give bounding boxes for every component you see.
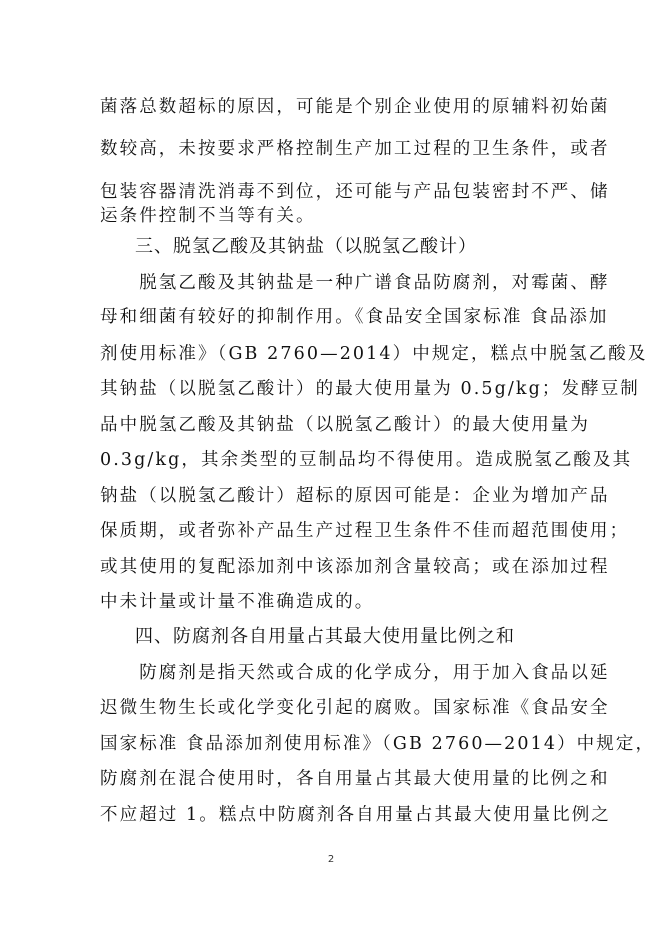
body-text-line: 不应超过 1。糕点中防腐剂各自用量占其最大使用量比例之 [100, 805, 611, 825]
body-text-line: 数较高，未按要求严格控制生产加工过程的卫生条件，或者 [100, 139, 610, 159]
body-text-line: 或其使用的复配添加剂中该添加剂含量较高；或在添加过程 [100, 557, 610, 577]
body-text-line: 母和细菌有较好的抑制作用。《食品安全国家标准 食品添加 [100, 307, 609, 327]
section-heading: 四、防腐剂各自用量占其最大使用量比例之和 [135, 626, 515, 647]
body-text-line: 中未计量或计量不准确造成的。 [100, 592, 375, 612]
body-text-line: 品中脱氢乙酸及其钠盐（以脱氢乙酸计）的最大使用量为 [100, 415, 590, 435]
page-number: 2 [327, 854, 335, 865]
section-heading: 三、脱氢乙酸及其钠盐（以脱氢乙酸计） [135, 236, 477, 257]
body-text-line: 钠盐（以脱氢乙酸计）超标的原因可能是：企业为增加产品 [100, 486, 610, 506]
body-text-line: 脱氢乙酸及其钠盐是一种广谱食品防腐剂，对霉菌、酵 [100, 273, 610, 293]
body-text-line: 保质期，或者弥补产品生产过程卫生条件不佳而超范围使用； [100, 521, 630, 541]
body-text-line: 防腐剂在混合使用时，各自用量占其最大使用量的比例之和 [100, 769, 610, 789]
body-text-line: 剂使用标准》（GB 2760—2014）中规定，糕点中脱氢乙酸及 [100, 344, 648, 364]
body-text-line: 菌落总数超标的原因，可能是个别企业使用的原辅料初始菌 [100, 97, 610, 117]
body-text-line: 防腐剂是指天然或合成的化学成分，用于加入食品以延 [100, 663, 610, 683]
body-text-line: 0.3g/kg，其余类型的豆制品均不得使用。造成脱氢乙酸及其 [100, 450, 633, 470]
body-text-line: 迟微生物生长或化学变化引起的腐败。国家标准《食品安全 [100, 698, 610, 718]
body-text-line: 其钠盐（以脱氢乙酸计）的最大使用量为 0.5g/kg；发酵豆制 [100, 379, 640, 399]
body-text-line: 包装容器清洗消毒不到位，还可能与产品包装密封不严、储 [100, 182, 610, 202]
body-text-line: 国家标准 食品添加剂使用标准》（GB 2760—2014）中规定， [100, 734, 656, 754]
body-text-line: 运条件控制不当等有关。 [100, 206, 316, 226]
